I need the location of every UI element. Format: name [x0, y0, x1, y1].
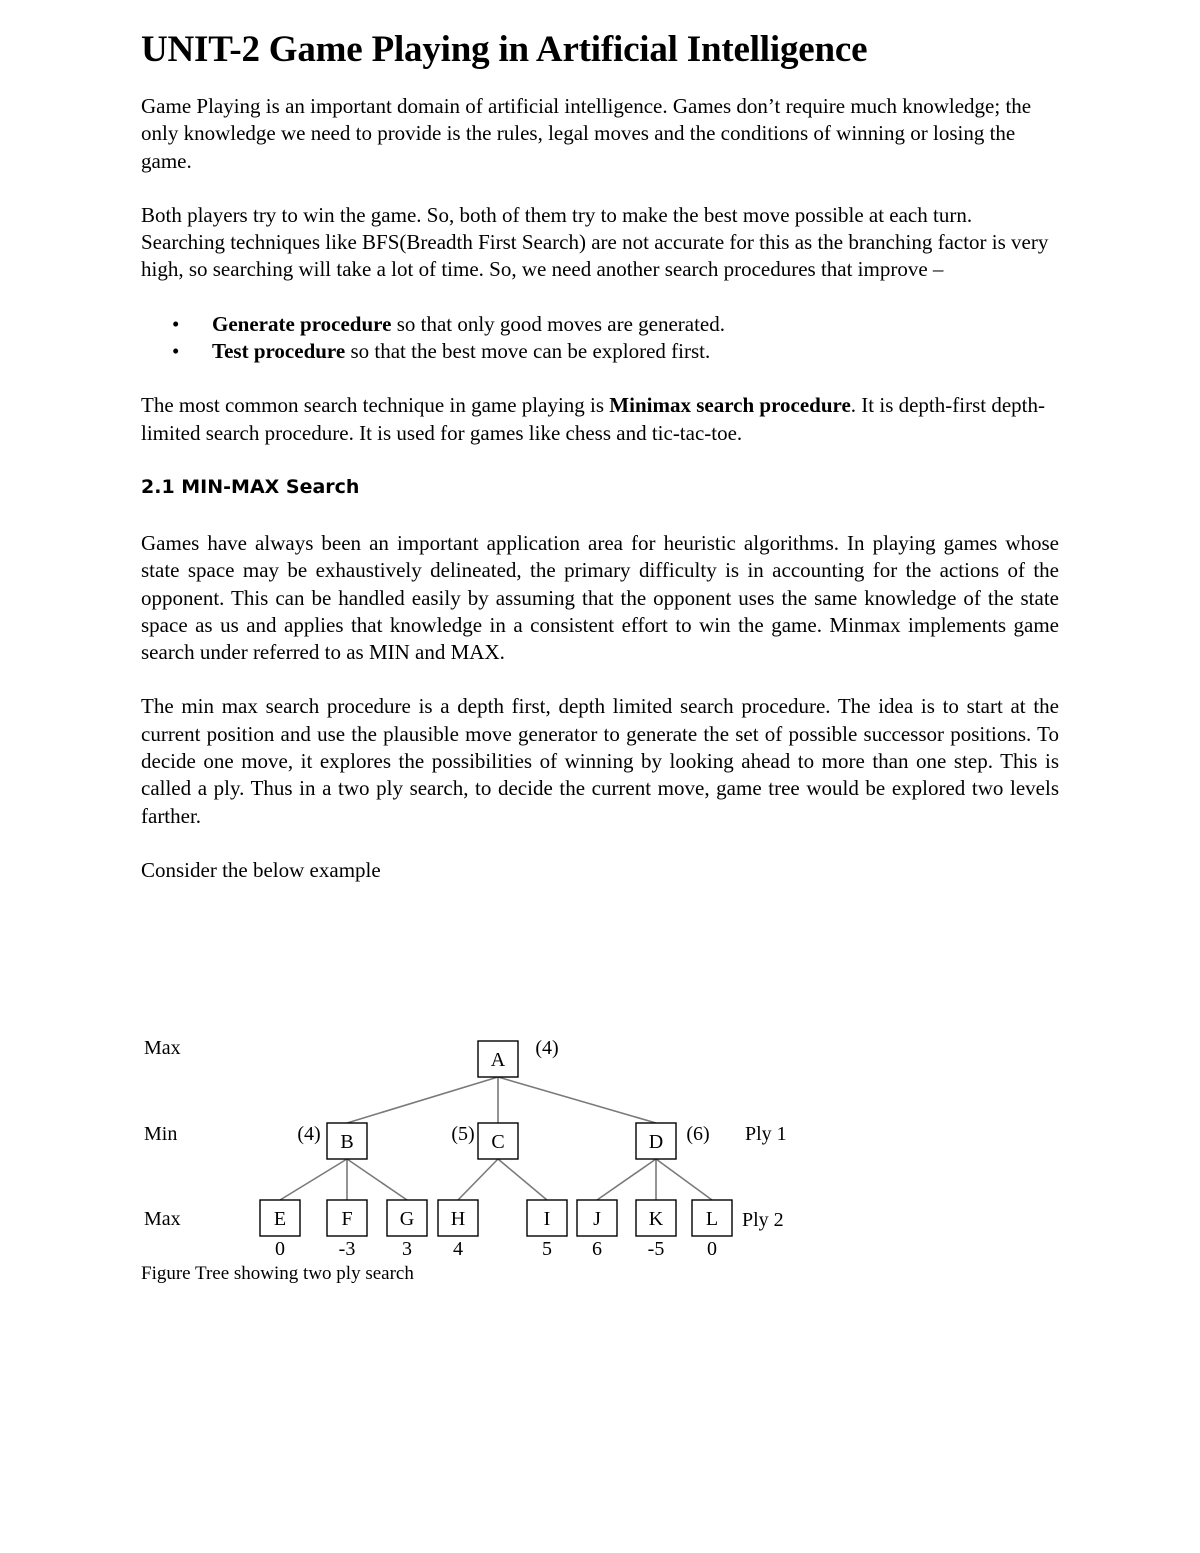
bullet-bold-text: Test procedure — [212, 339, 346, 364]
node-j-label: J — [593, 1208, 601, 1230]
tree-edge — [656, 1159, 712, 1200]
level-label: Max — [144, 1037, 181, 1059]
leaf-value: 3 — [402, 1238, 412, 1260]
node-b-value: (4) — [297, 1123, 321, 1145]
game-tree-figure — [141, 1025, 821, 1295]
node-a-label: A — [490, 1049, 506, 1071]
node-b-label: B — [340, 1131, 354, 1153]
intro-paragraph: Game Playing is an important domain of artificial intelligence. Games don’t require much knowledge; the only knowledge we need to provide is the rules, legal moves and the conditions of winning or losing the game. — [141, 94, 1032, 173]
tree-edge — [458, 1159, 498, 1200]
node-f-label: F — [341, 1208, 353, 1230]
section-paragraph-2: The min max search procedure is a depth first, depth limited search procedure. The idea is to start at the current position and use the plausible move generator to generate the set of possible successor positions. To decide one move, it explores the possibilities of winning by looking ahead to more than one step. This is called a ply. Thus in a two ply search, to decide the current move, game tree would be explored two levels farther. — [141, 694, 1059, 828]
list-item — [141, 338, 1059, 365]
game-tree-diagram — [141, 1025, 821, 1265]
bullet-icon: • — [172, 311, 180, 336]
list-item — [141, 311, 1059, 338]
ply-label: Ply 2 — [742, 1209, 784, 1231]
page-title: UNIT-2 Game Playing in Artificial Intelligence — [141, 29, 868, 70]
leaf-value: 5 — [542, 1238, 552, 1260]
level-label: Min — [144, 1123, 178, 1145]
minimax-text-before: The most common search technique in game playing is — [141, 393, 610, 418]
players-paragraph: Both players try to win the game. So, both of them try to make the best move possible at each turn. Searching techniques like BFS(Breadth First Search) are not accurate for this as the branching factor is very high, so searching will take a lot of time. So, we need another search procedures that improve – — [141, 202, 1049, 282]
level-label: Max — [144, 1208, 181, 1230]
tree-edge — [597, 1159, 656, 1200]
tree-edge — [498, 1077, 656, 1123]
section-heading: 2.1 MIN-MAX Search — [141, 475, 360, 498]
leaf-value: 4 — [453, 1238, 463, 1260]
node-g-label: G — [399, 1208, 415, 1230]
node-l-label: L — [705, 1208, 719, 1230]
node-c-label: C — [491, 1131, 505, 1153]
node-d-label: D — [648, 1131, 664, 1153]
procedure-list — [141, 311, 1059, 366]
ply-label: Ply 1 — [745, 1123, 787, 1145]
section-paragraph-1: Games have always been an important application area for heuristic algorithms. In playing games whose state space may be exhaustively delineated, the primary difficulty is in accounting for the actions of the opponent. This can be handled easily by assuming that the opponent uses the same knowledge of the state space as us and applies that knowledge in a consistent effort to win the game. Minmax implements game search under referred to as MIN and MAX. — [141, 530, 1059, 665]
tree-edge — [347, 1159, 407, 1200]
tree-nodes — [144, 1037, 787, 1260]
minimax-paragraph — [141, 392, 1059, 447]
figure-caption: Figure Tree showing two ply search — [141, 1263, 414, 1284]
bullet-bold-text: Generate procedure — [212, 311, 392, 336]
node-k-label: K — [648, 1208, 664, 1230]
minimax-text-after: . It is depth-first depth-limited search procedure. It is used for games like chess and tic-tac-toe. — [141, 393, 1045, 445]
leaf-value: 6 — [592, 1238, 602, 1260]
minimax-bold-text: Minimax search procedure — [609, 393, 851, 418]
node-a-value: (4) — [535, 1037, 559, 1059]
document-page — [141, 28, 1059, 884]
bullet-text: so that only good moves are generated. — [391, 311, 726, 336]
node-c-value: (5) — [451, 1123, 475, 1145]
tree-edge — [280, 1159, 347, 1200]
tree-edge — [498, 1159, 547, 1200]
leaf-value: 0 — [707, 1238, 717, 1260]
node-e-label: E — [273, 1208, 287, 1230]
leaf-value: 0 — [275, 1238, 285, 1260]
example-line: Consider the below example — [141, 857, 381, 882]
tree-edge — [347, 1077, 498, 1123]
node-i-label: I — [543, 1208, 551, 1230]
leaf-value: -3 — [338, 1238, 356, 1260]
bullet-text: so that the best move can be explored first. — [345, 339, 711, 364]
node-d-value: (6) — [686, 1123, 710, 1145]
node-h-label: H — [450, 1208, 466, 1230]
bullet-icon: • — [172, 339, 180, 364]
leaf-value: -5 — [647, 1238, 665, 1260]
